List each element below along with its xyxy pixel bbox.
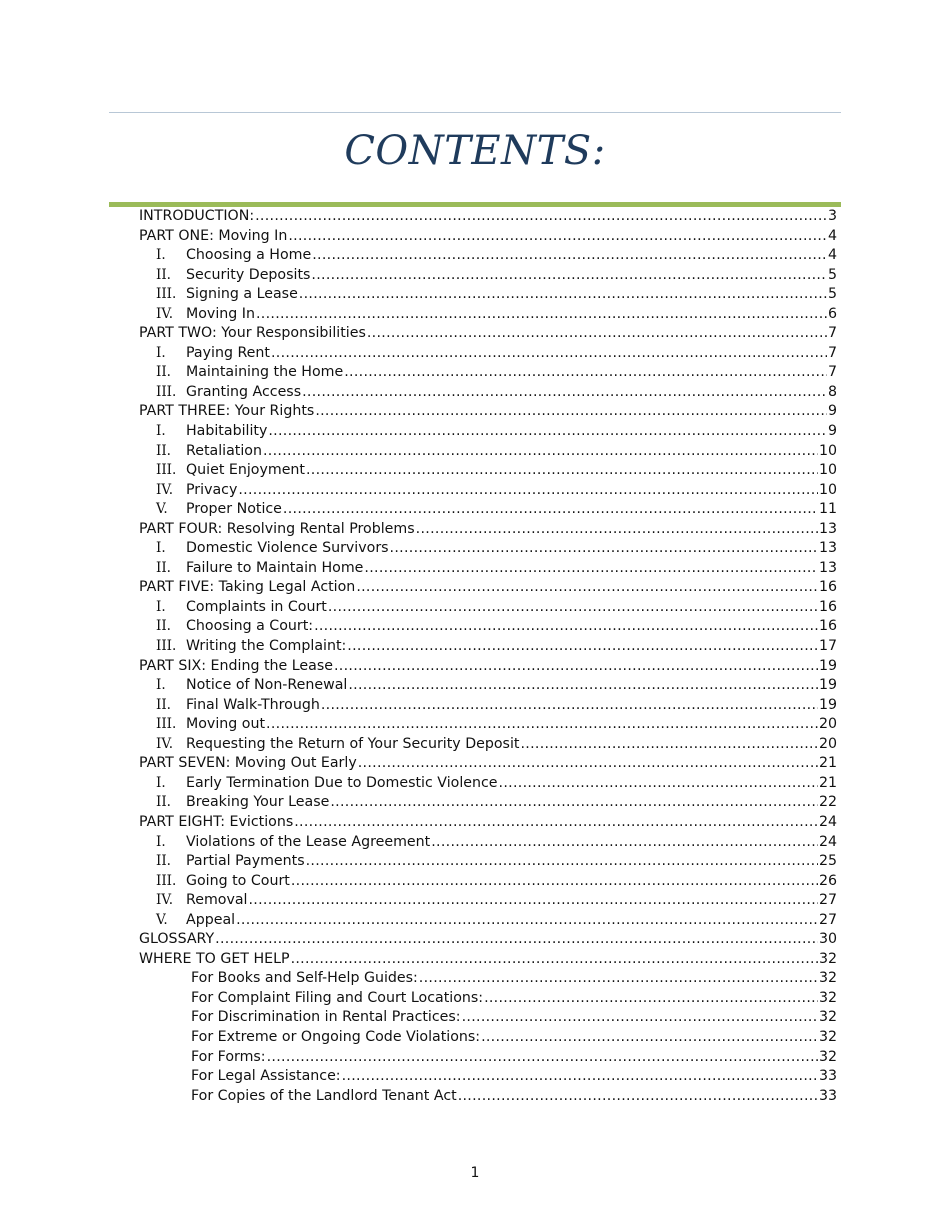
toc-dot-leader <box>356 578 818 598</box>
toc-entry[interactable] <box>139 481 837 501</box>
toc-entry-label: WHERE TO GET HELP <box>139 950 290 967</box>
toc-entry-label: Partial Payments <box>186 853 305 870</box>
toc-entry-page: 4 <box>827 227 837 244</box>
toc-entry[interactable] <box>139 774 837 794</box>
toc-entry-page: 19 <box>818 696 837 713</box>
toc-entry-page: 10 <box>818 462 837 479</box>
toc-entry-label: PART SIX: Ending the Lease <box>139 657 333 674</box>
toc-entry-page: 7 <box>827 344 837 361</box>
toc-entry-label: PART THREE: Your Rights <box>139 403 315 420</box>
toc-dot-leader <box>499 774 818 794</box>
toc-dot-leader <box>348 676 818 696</box>
toc-entry-label: Retaliation <box>186 442 262 459</box>
toc-dot-leader <box>416 520 818 540</box>
toc-dot-leader <box>288 227 827 247</box>
toc-entry-number: II. <box>156 442 171 459</box>
toc-entry-label: Maintaining the Home <box>186 364 344 381</box>
toc-dot-leader <box>481 1028 818 1048</box>
toc-entry-page: 13 <box>818 520 837 537</box>
toc-dot-leader <box>314 617 818 637</box>
toc-entry-page: 11 <box>818 501 837 518</box>
toc-entry-page: 32 <box>818 1009 837 1026</box>
toc-entry-number: I. <box>156 247 166 264</box>
toc-entry-page: 33 <box>818 1087 837 1104</box>
toc-entry-label: PART TWO: Your Responsibilities <box>139 325 366 342</box>
toc-entry[interactable] <box>139 891 837 911</box>
toc-dot-leader <box>291 872 818 892</box>
toc-entry-page: 10 <box>818 481 837 498</box>
toc-dot-leader <box>419 969 818 989</box>
toc-dot-leader <box>312 246 827 266</box>
toc-dot-leader <box>315 402 827 422</box>
toc-entry-page: 13 <box>818 559 837 576</box>
toc-entry-label: For Legal Assistance: <box>191 1068 341 1085</box>
toc-entry-page: 9 <box>827 403 837 420</box>
toc-entry-page: 21 <box>818 755 837 772</box>
toc-entry-page: 9 <box>827 423 837 440</box>
toc-dot-leader <box>238 481 818 501</box>
toc-dot-leader <box>263 442 818 462</box>
toc-entry-label: Early Termination Due to Domestic Violence <box>186 774 498 791</box>
toc-entry-label: PART ONE: Moving In <box>139 227 288 244</box>
toc-dot-leader <box>236 911 818 931</box>
toc-entry-label: Failure to Maintain Home <box>186 559 364 576</box>
toc-entry-number: IV. <box>156 735 174 752</box>
toc-entry-label: Violations of the Lease Agreement <box>186 833 431 850</box>
toc-entry[interactable] <box>139 657 837 677</box>
toc-entry-page: 32 <box>818 989 837 1006</box>
toc-entry-number: I. <box>156 833 166 850</box>
toc-entry-number: I. <box>156 540 166 557</box>
toc-entry-label: Signing a Lease <box>186 286 298 303</box>
top-divider <box>109 112 841 113</box>
toc-entry-label: Appeal <box>186 911 236 928</box>
toc-entry[interactable] <box>139 539 837 559</box>
toc-entry-label: For Forms: <box>191 1048 266 1065</box>
toc-dot-leader <box>484 989 818 1009</box>
toc-entry-number: III. <box>156 716 177 733</box>
toc-entry[interactable] <box>139 833 837 853</box>
toc-entry[interactable] <box>139 754 837 774</box>
toc-dot-leader <box>266 715 818 735</box>
toc-entry-page: 32 <box>818 950 837 967</box>
toc-entry[interactable] <box>139 1008 837 1028</box>
toc-dot-leader <box>255 207 827 227</box>
toc-entry-label: Requesting the Return of Your Security Deposit <box>186 735 520 752</box>
toc-entry[interactable] <box>139 461 837 481</box>
toc-entry-page: 33 <box>818 1068 837 1085</box>
toc-entry[interactable] <box>139 559 837 579</box>
toc-entry[interactable] <box>139 1048 837 1068</box>
toc-dot-leader <box>256 305 827 325</box>
toc-entry-page: 27 <box>818 911 837 928</box>
toc-entry-label: Complaints in Court <box>186 598 327 615</box>
toc-entry[interactable] <box>139 442 837 462</box>
toc-entry-number: I. <box>156 423 166 440</box>
toc-entry-page: 26 <box>818 872 837 889</box>
toc-dot-leader <box>291 950 818 970</box>
toc-entry-label: Writing the Complaint: <box>186 638 347 655</box>
toc-entry-label: Final Walk-Through <box>186 696 320 713</box>
toc-entry[interactable] <box>139 1028 837 1048</box>
toc-entry-page: 27 <box>818 892 837 909</box>
toc-entry[interactable] <box>139 363 837 383</box>
toc-entry-label: Moving In <box>186 305 255 322</box>
toc-dot-leader <box>311 266 827 286</box>
toc-entry[interactable] <box>139 696 837 716</box>
toc-entry-number: III. <box>156 286 177 303</box>
toc-dot-leader <box>334 657 818 677</box>
toc-entry[interactable] <box>139 950 837 970</box>
toc-entry[interactable] <box>139 285 837 305</box>
toc-entry[interactable] <box>139 1087 837 1107</box>
toc-entry-page: 24 <box>818 833 837 850</box>
toc-entry-number: II. <box>156 696 171 713</box>
toc-entry-label: GLOSSARY <box>139 931 215 948</box>
toc-entry-label: Domestic Violence Survivors <box>186 540 389 557</box>
toc-entry-page: 16 <box>818 579 837 596</box>
toc-entry-page: 13 <box>818 540 837 557</box>
toc-entry-number: I. <box>156 774 166 791</box>
toc-dot-leader <box>390 539 818 559</box>
toc-entry[interactable] <box>139 930 837 950</box>
toc-entry-page: 22 <box>818 794 837 811</box>
toc-entry[interactable] <box>139 715 837 735</box>
table-of-contents <box>139 207 837 1106</box>
toc-entry-label: Granting Access <box>186 383 302 400</box>
toc-dot-leader <box>268 422 827 442</box>
toc-entry-page: 4 <box>827 247 837 264</box>
toc-dot-leader <box>306 461 818 481</box>
toc-entry[interactable] <box>139 813 837 833</box>
toc-dot-leader <box>294 813 818 833</box>
toc-entry[interactable] <box>139 989 837 1009</box>
toc-entry[interactable] <box>139 793 837 813</box>
toc-entry-page: 17 <box>818 638 837 655</box>
toc-entry-label: PART FIVE: Taking Legal Action <box>139 579 356 596</box>
toc-entry-label: Paying Rent <box>186 344 270 361</box>
toc-entry-label: For Complaint Filing and Court Locations: <box>191 989 484 1006</box>
toc-entry-label: Security Deposits <box>186 266 311 283</box>
toc-entry-label: Breaking Your Lease <box>186 794 330 811</box>
toc-dot-leader <box>248 891 817 911</box>
toc-entry[interactable] <box>139 305 837 325</box>
toc-entry-page: 19 <box>818 657 837 674</box>
toc-entry-number: III. <box>156 462 177 479</box>
toc-entry[interactable] <box>139 500 837 520</box>
toc-entry[interactable] <box>139 578 837 598</box>
toc-entry-number: II. <box>156 266 171 283</box>
toc-entry-number: V. <box>156 501 168 518</box>
toc-entry[interactable] <box>139 637 837 657</box>
toc-entry-page: 6 <box>827 305 837 322</box>
toc-entry-number: II. <box>156 559 171 576</box>
toc-entry-page: 16 <box>818 618 837 635</box>
toc-entry[interactable] <box>139 969 837 989</box>
toc-entry-page: 8 <box>827 383 837 400</box>
toc-entry[interactable] <box>139 735 837 755</box>
toc-dot-leader <box>462 1008 818 1028</box>
toc-entry-page: 20 <box>818 735 837 752</box>
toc-entry-number: II. <box>156 853 171 870</box>
toc-entry-page: 32 <box>818 1028 837 1045</box>
toc-entry-label: Removal <box>186 892 248 909</box>
toc-entry-page: 5 <box>827 286 837 303</box>
toc-entry-label: PART FOUR: Resolving Rental Problems <box>139 520 415 537</box>
toc-entry[interactable] <box>139 911 837 931</box>
toc-entry-label: Privacy <box>186 481 238 498</box>
toc-entry[interactable] <box>139 266 837 286</box>
toc-entry-label: Quiet Enjoyment <box>186 462 305 479</box>
toc-entry[interactable] <box>139 598 837 618</box>
toc-entry-number: III. <box>156 638 177 655</box>
toc-entry[interactable] <box>139 617 837 637</box>
toc-entry-number: III. <box>156 383 177 400</box>
toc-dot-leader <box>302 383 827 403</box>
toc-entry-page: 24 <box>818 813 837 830</box>
toc-entry-page: 30 <box>818 931 837 948</box>
toc-entry-number: III. <box>156 872 177 889</box>
toc-dot-leader <box>344 363 827 383</box>
toc-dot-leader <box>283 500 818 520</box>
toc-dot-leader <box>215 930 818 950</box>
toc-entry-page: 32 <box>818 1048 837 1065</box>
toc-dot-leader <box>306 852 818 872</box>
toc-entry-page: 32 <box>818 970 837 987</box>
toc-entry-number: IV. <box>156 892 174 909</box>
toc-entry-label: Choosing a Court: <box>186 618 314 635</box>
toc-entry[interactable] <box>139 872 837 892</box>
toc-entry-label: Habitability <box>186 423 268 440</box>
toc-entry[interactable] <box>139 852 837 872</box>
toc-dot-leader <box>458 1087 818 1107</box>
toc-entry[interactable] <box>139 324 837 344</box>
toc-entry-label: For Extreme or Ongoing Code Violations: <box>191 1028 481 1045</box>
toc-entry-label: Choosing a Home <box>186 247 312 264</box>
toc-entry[interactable] <box>139 227 837 247</box>
toc-entry-label: INTRODUCTION: <box>139 208 255 224</box>
toc-dot-leader <box>347 637 818 657</box>
toc-entry[interactable] <box>139 207 837 227</box>
toc-dot-leader <box>358 754 818 774</box>
toc-entry-label: PART EIGHT: Evictions <box>139 813 294 830</box>
toc-entry-page: 16 <box>818 598 837 615</box>
toc-entry-number: II. <box>156 794 171 811</box>
toc-entry-label: PART SEVEN: Moving Out Early <box>139 755 357 772</box>
toc-entry-page: 10 <box>818 442 837 459</box>
toc-entry-label: For Copies of the Landlord Tenant Act <box>191 1087 457 1104</box>
toc-entry-page: 3 <box>827 208 837 224</box>
toc-entry[interactable] <box>139 383 837 403</box>
toc-dot-leader <box>330 793 818 813</box>
toc-entry[interactable] <box>139 1067 837 1087</box>
toc-entry[interactable] <box>139 402 837 422</box>
toc-entry-label: Notice of Non-Renewal <box>186 677 348 694</box>
toc-dot-leader <box>367 324 827 344</box>
toc-dot-leader <box>364 559 818 579</box>
toc-entry-number: I. <box>156 677 166 694</box>
toc-entry-page: 19 <box>818 677 837 694</box>
toc-entry-page: 7 <box>827 364 837 381</box>
toc-entry-label: For Discrimination in Rental Practices: <box>191 1009 461 1026</box>
toc-entry-label: Proper Notice <box>186 501 282 518</box>
toc-entry[interactable] <box>139 520 837 540</box>
toc-entry-page: 7 <box>827 325 837 342</box>
toc-entry[interactable] <box>139 344 837 364</box>
toc-entry-number: II. <box>156 364 171 381</box>
toc-dot-leader <box>321 696 818 716</box>
toc-entry-page: 5 <box>827 266 837 283</box>
toc-entry-label: Going to Court <box>186 872 290 889</box>
toc-dot-leader <box>342 1067 818 1087</box>
toc-dot-leader <box>431 833 818 853</box>
toc-entry-number: IV. <box>156 305 174 322</box>
toc-entry-number: V. <box>156 911 168 928</box>
toc-entry-page: 21 <box>818 774 837 791</box>
toc-entry-number: I. <box>156 598 166 615</box>
page-number: 1 <box>470 1165 480 1181</box>
page-title: CONTENTS: <box>344 128 606 174</box>
toc-entry-number: I. <box>156 344 166 361</box>
toc-entry-page: 25 <box>818 853 837 870</box>
toc-entry-number: IV. <box>156 481 174 498</box>
toc-dot-leader <box>328 598 818 618</box>
toc-entry-label: Moving out <box>186 716 266 733</box>
toc-dot-leader <box>271 344 827 364</box>
toc-entry-number: II. <box>156 618 171 635</box>
toc-entry[interactable] <box>139 422 837 442</box>
toc-entry-page: 20 <box>818 716 837 733</box>
toc-entry-label: For Books and Self-Help Guides: <box>191 970 418 987</box>
toc-dot-leader <box>299 285 827 305</box>
toc-dot-leader <box>520 735 817 755</box>
toc-entry[interactable] <box>139 676 837 696</box>
toc-dot-leader <box>267 1048 818 1068</box>
toc-entry[interactable] <box>139 246 837 266</box>
